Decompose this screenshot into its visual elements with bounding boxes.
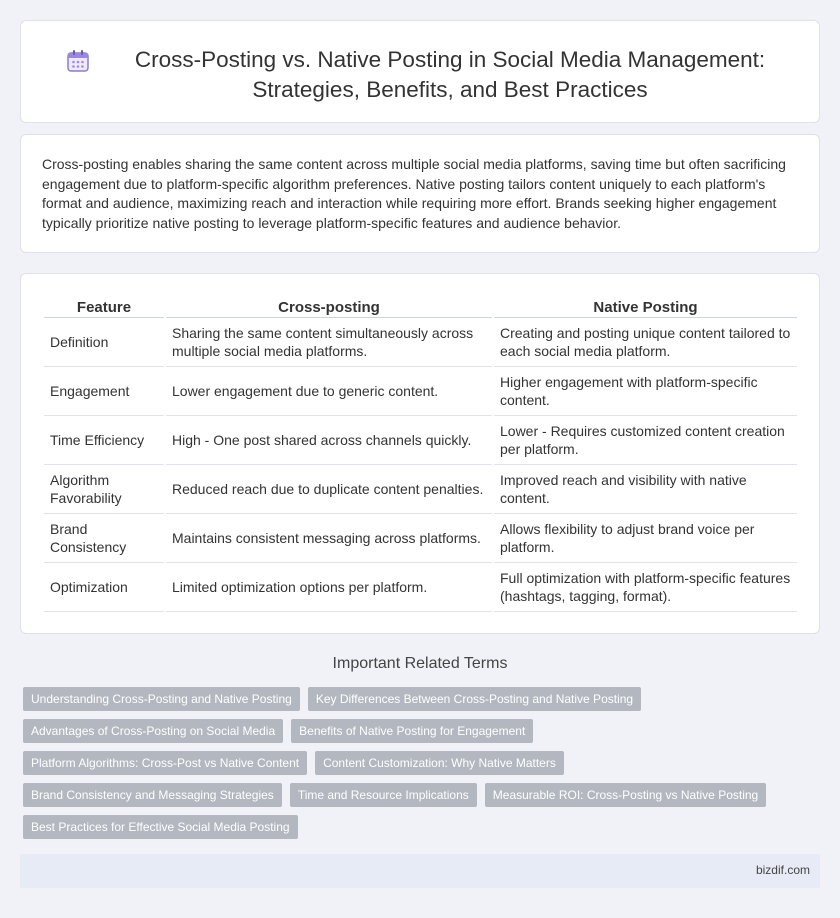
header-cross-posting: Cross-posting [166,294,492,318]
native-posting-cell: Full optimization with platform-specific features (hashtags, tagging, format). [494,563,797,612]
table-row [44,416,797,465]
intro-card [20,134,820,253]
feature-cell: Brand Consistency [44,514,164,563]
related-terms-list [23,687,783,839]
feature-cell: Optimization [44,563,164,612]
related-term-tag[interactable]: Time and Resource Implications [290,783,477,807]
footer-site-link[interactable]: bizdif.com [755,863,810,877]
cross-posting-cell: Reduced reach due to duplicate content penalties. [166,465,492,514]
header-feature: Feature [44,294,164,318]
feature-cell: Definition [44,318,164,367]
table-row [44,318,797,367]
related-term-tag[interactable]: Advantages of Cross-Posting on Social Media [23,719,283,743]
table-row [44,514,797,563]
feature-cell: Time Efficiency [44,416,164,465]
native-posting-cell: Creating and posting unique content tailored to each social media platform. [494,318,797,367]
native-posting-cell: Lower - Requires customized content creation per platform. [494,416,797,465]
table-row [44,465,797,514]
intro-paragraph: Cross-posting enables sharing the same content across multiple social media platforms, saving time but often sacrificing engagement due to platform-specific algorithm preferences. Native posting tailors content uniquely to each platform's format and audience, maximizing reach and interaction while requiring more effort. Brands seeking higher engagement typically prioritize native posting to leverage platform-specific features and audience behavior. [42,156,786,231]
table-row [44,563,797,612]
related-term-tag[interactable]: Best Practices for Effective Social Media Posting [23,815,298,839]
footer [20,854,820,888]
native-posting-cell: Improved reach and visibility with native content. [494,465,797,514]
table-header-row [44,294,797,318]
related-term-tag[interactable]: Understanding Cross-Posting and Native Posting [23,687,300,711]
feature-cell: Algorithm Favorability [44,465,164,514]
cross-posting-cell: Sharing the same content simultaneously across multiple social media platforms. [166,318,492,367]
cross-posting-cell: Maintains consistent messaging across platforms. [166,514,492,563]
feature-cell: Engagement [44,367,164,416]
related-term-tag[interactable]: Content Customization: Why Native Matters [315,751,564,775]
related-term-tag[interactable]: Key Differences Between Cross-Posting and Native Posting [308,687,641,711]
cross-posting-cell: High - One post shared across channels quickly. [166,416,492,465]
calendar-icon [65,48,91,74]
related-term-tag[interactable]: Brand Consistency and Messaging Strategies [23,783,282,807]
table-row [44,367,797,416]
related-term-tag[interactable]: Measurable ROI: Cross-Posting vs Native Posting [485,783,766,807]
related-term-tag[interactable]: Platform Algorithms: Cross-Post vs Native Content [23,751,307,775]
cross-posting-cell: Limited optimization options per platform. [166,563,492,612]
page-title: Cross-Posting vs. Native Posting in Social Media Management: Strategies, Benefits, and Best Practices [134,47,766,102]
related-term-tag[interactable]: Benefits of Native Posting for Engagement [291,719,533,743]
header-card [20,20,820,123]
cross-posting-cell: Lower engagement due to generic content. [166,367,492,416]
comparison-table-card [20,273,820,634]
native-posting-cell: Higher engagement with platform-specific content. [494,367,797,416]
native-posting-cell: Allows flexibility to adjust brand voice per platform. [494,514,797,563]
header-native-posting: Native Posting [494,294,797,318]
related-terms-title: Important Related Terms [332,655,508,672]
comparison-table [42,294,799,612]
